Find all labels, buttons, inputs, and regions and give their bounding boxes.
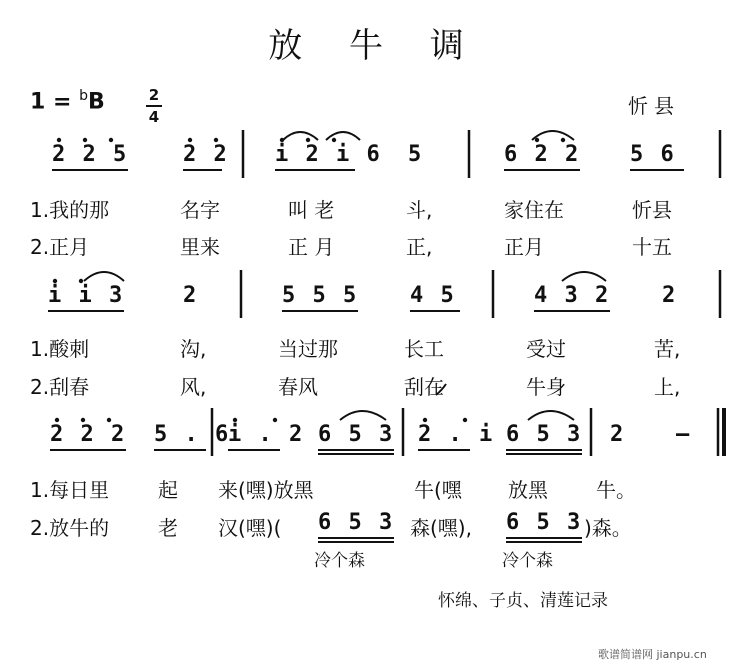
song-title: 放 牛 调 bbox=[268, 26, 482, 66]
recording-credit: 怀绵、子贞、清莲记录 bbox=[438, 591, 608, 611]
final-barline-thick bbox=[722, 408, 726, 456]
lyric: 家住在 bbox=[504, 198, 564, 222]
slur bbox=[84, 272, 124, 281]
lyric: 当过那 bbox=[278, 337, 338, 361]
watermark: 歌谱简谱网 jianpu.cn bbox=[598, 648, 707, 661]
lyric: 正月 bbox=[504, 235, 544, 259]
note-group: 6 5 3 bbox=[318, 510, 395, 535]
lyric: 老 bbox=[158, 516, 178, 540]
note-group: 6 5 3 bbox=[506, 422, 583, 447]
note-group: 4 3 2 bbox=[534, 283, 611, 308]
note-group: 5 . 6 bbox=[154, 422, 231, 447]
lyric: 2.正月 bbox=[30, 235, 90, 259]
note-group: i i 3 bbox=[48, 283, 125, 308]
key-prefix: 1 = bbox=[30, 89, 80, 115]
octave-dot bbox=[81, 418, 85, 422]
key-note: B bbox=[87, 89, 105, 115]
sub-lyric: 冷个森 bbox=[502, 551, 553, 571]
sub-lyric: 冷个森 bbox=[314, 551, 365, 571]
octave-dot bbox=[233, 418, 237, 422]
flat-sign: b bbox=[79, 88, 88, 104]
lyric: 受过 bbox=[526, 337, 566, 361]
octave-dot bbox=[57, 138, 61, 142]
lyric: 牛身 bbox=[526, 375, 566, 399]
lyric: 放黑 bbox=[508, 478, 548, 502]
lyric: 长工 bbox=[404, 337, 444, 361]
lyric: 沟, bbox=[180, 337, 207, 361]
octave-dot bbox=[561, 138, 565, 142]
lyric: 里来 bbox=[180, 235, 220, 259]
octave-dot bbox=[188, 138, 192, 142]
lyric: 上, bbox=[654, 375, 681, 399]
note-group: — bbox=[676, 422, 692, 447]
octave-dot bbox=[109, 138, 113, 142]
lyric: 牛。 bbox=[596, 478, 636, 502]
lyric: 斗, bbox=[406, 198, 433, 222]
note-group: 2 bbox=[183, 283, 199, 308]
octave-dot bbox=[107, 418, 111, 422]
lyric: 苦, bbox=[654, 337, 681, 361]
lyric: 名字 bbox=[180, 198, 220, 222]
octave-dot bbox=[55, 418, 59, 422]
slur bbox=[326, 132, 360, 140]
lyric: 十五 bbox=[632, 235, 672, 259]
octave-dot bbox=[280, 138, 284, 142]
note-group: 5 bbox=[408, 142, 424, 167]
lyric: 忻县 bbox=[632, 198, 672, 222]
lyric: 刮在 bbox=[404, 375, 444, 399]
time-top: 2 bbox=[148, 86, 160, 104]
slur bbox=[528, 411, 574, 420]
slur bbox=[283, 132, 318, 140]
lyric: 2.刮春 bbox=[30, 375, 90, 399]
note-group: 2 bbox=[610, 422, 626, 447]
note-group: 2 2 2 bbox=[50, 422, 127, 447]
note-group: 6 5 3 bbox=[318, 422, 395, 447]
lyric: 叫 老 bbox=[288, 198, 335, 222]
octave-dot bbox=[306, 138, 310, 142]
lyric: )森。 bbox=[584, 516, 632, 540]
lyric: 春风 bbox=[278, 375, 318, 399]
octave-dot bbox=[79, 279, 83, 283]
note-group: 6 5 3 bbox=[506, 510, 583, 535]
note-group: 2 bbox=[662, 283, 678, 308]
lyric: 2.放牛的 bbox=[30, 516, 110, 540]
lyric: 起 bbox=[158, 478, 178, 502]
origin-place: 忻县 bbox=[628, 94, 680, 118]
lyric: 来(嘿)放黑 bbox=[218, 478, 314, 502]
note-group: 5 6 bbox=[630, 142, 676, 167]
grace-mark bbox=[436, 384, 446, 395]
octave-dot bbox=[83, 138, 87, 142]
lyric: 正, bbox=[406, 235, 433, 259]
lyric: 森(嘿), bbox=[410, 516, 472, 540]
lyric: 风, bbox=[180, 375, 207, 399]
note-group: 2 2 bbox=[183, 142, 229, 167]
slur bbox=[340, 411, 386, 420]
lyric: 汉(嘿)( bbox=[218, 516, 282, 540]
lyric: 牛(嘿 bbox=[414, 478, 462, 502]
note-group: 6 2 2 bbox=[504, 142, 581, 167]
lyric: 1.我的那 bbox=[30, 198, 110, 222]
octave-dot bbox=[423, 418, 427, 422]
octave-dot bbox=[214, 138, 218, 142]
lyric: 1.每日里 bbox=[30, 478, 110, 502]
note-group: 4 5 bbox=[410, 283, 456, 308]
note-group: i . 2 bbox=[228, 422, 305, 447]
lyric: 1.酸刺 bbox=[30, 337, 90, 361]
note-group: 5 5 5 bbox=[282, 283, 359, 308]
note-group: 2 2 5 bbox=[52, 142, 129, 167]
octave-dot bbox=[463, 418, 467, 422]
slur bbox=[562, 272, 606, 281]
octave-dot bbox=[535, 138, 539, 142]
note-group: i 2 i 6 bbox=[275, 142, 382, 167]
octave-dot bbox=[273, 418, 277, 422]
octave-dot bbox=[53, 279, 57, 283]
time-bottom: 4 bbox=[148, 108, 160, 126]
octave-dot bbox=[332, 138, 336, 142]
note-group: 2 . i bbox=[418, 422, 495, 447]
lyric: 正 月 bbox=[288, 235, 335, 259]
